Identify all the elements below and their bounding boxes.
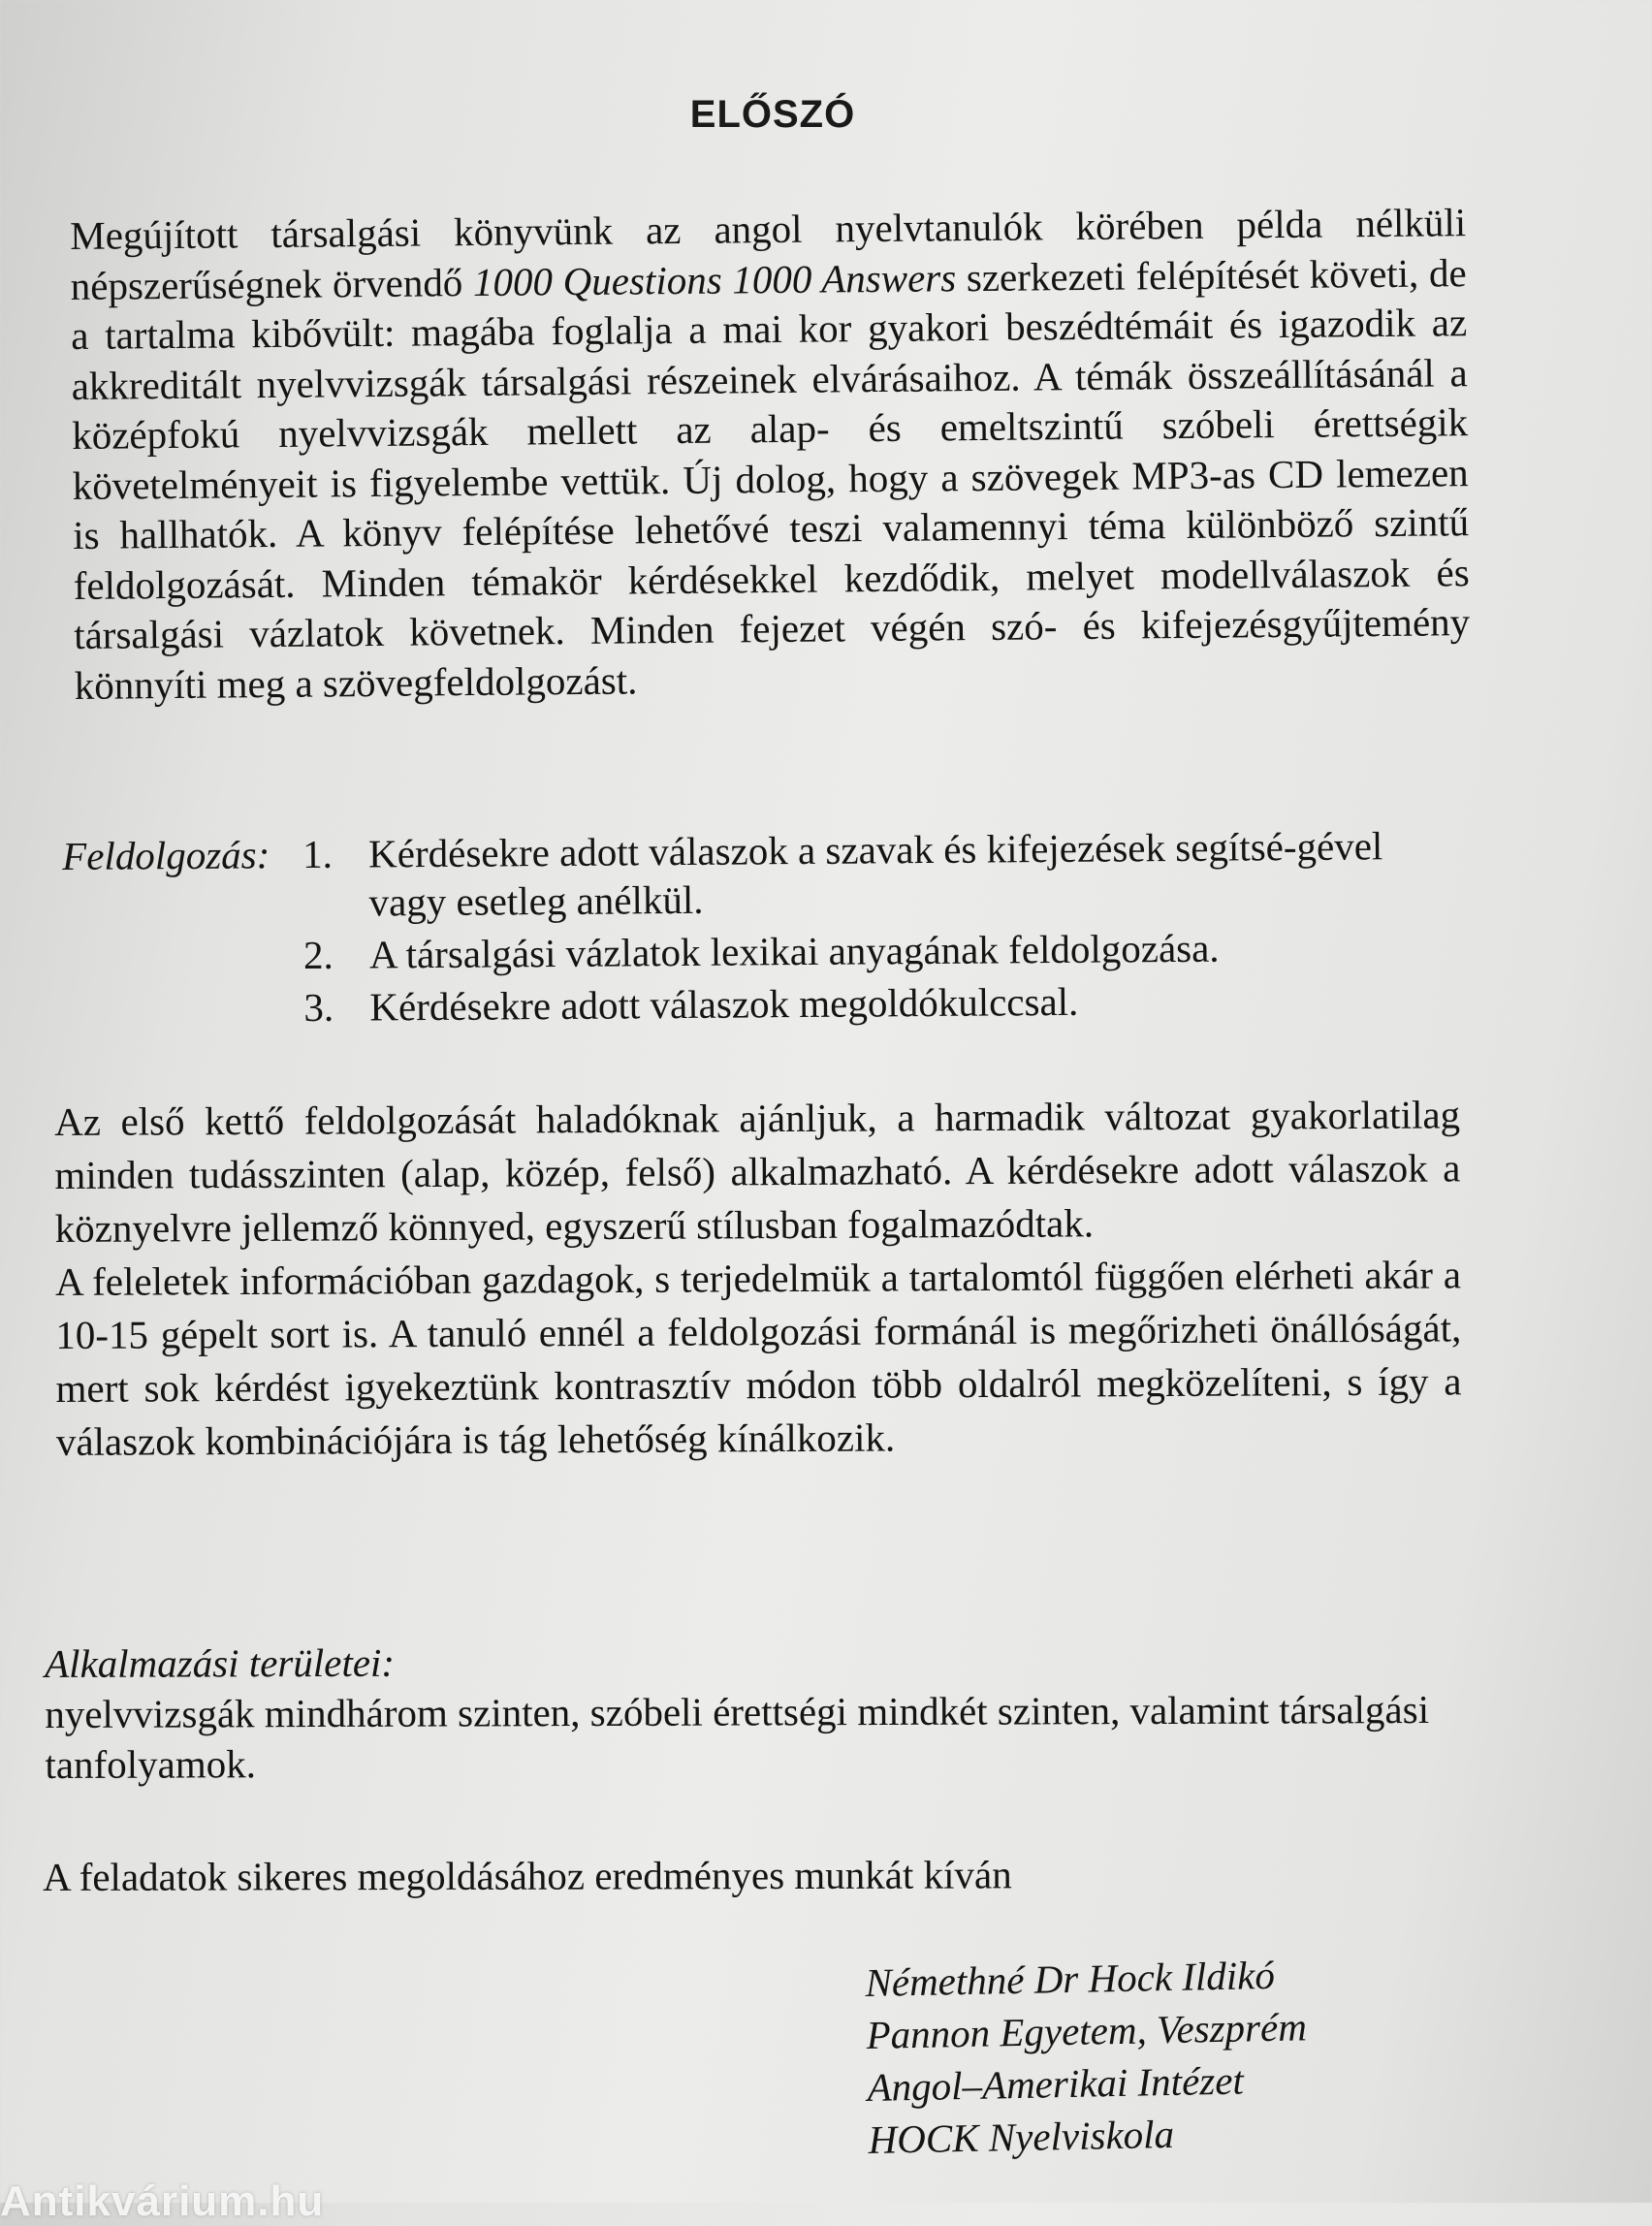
author-institute: Angol–Amerikai Intézet <box>867 2057 1245 2110</box>
processing-list <box>302 821 1468 1035</box>
processing-label: Feldolgozás: <box>62 832 270 878</box>
scope-label: Alkalmazási területei: <box>45 1639 396 1686</box>
list-item <box>303 922 1467 979</box>
intro-text-start: Megújított társalgási könyvünk az angol nyelvtanulók körében példa nélküli népszerűségnek örvendő <box>70 200 1467 308</box>
list-item-text: Kérdésekre adott válaszok a szavak és kifejezések segítsé-gével vagy esetleg anélkül. <box>368 823 1383 925</box>
author-name: Némethné Dr Hock Ildikó <box>865 1952 1276 2005</box>
processing-section <box>62 821 1477 1031</box>
list-item-number: 1. <box>302 831 334 877</box>
book-title-italic: 1000 Questions 1000 Answers <box>472 254 957 304</box>
list-item-number: 3. <box>303 984 334 1031</box>
watermark: Antikvárium.hu <box>0 2178 325 2225</box>
signature-block <box>865 1948 1309 2166</box>
list-item <box>303 974 1467 1032</box>
list-item-text: A társalgási vázlatok lexikai anyagának feldolgozása. <box>368 925 1220 977</box>
closing-wish: A feladatok sikeres megoldásához eredményes munkát kíván <box>43 1852 1012 1899</box>
body-paragraph-1: Az első kettő feldolgozását haladóknak ajánljuk, a harmadik változat gyakorlatilag minden tudásszinten (alap, közép, felső) alkalmazható. A kérdésekre adott válaszok a köznyelvre jellemző könnyed, egyszerű stílusban fogalmazódtak. <box>54 1092 1461 1251</box>
intro-text-end: szerkezeti felépítését követi, de a tartalma kibővült: magába foglalja a mai kor gyakori beszédtémáit és igazodik az akkreditált nyelvvizsgák társalgási részeinek elvárásaihoz. A témák összeállításánál a középfokú nyelvvizsgák mellett az alap- és emeltszintű szóbeli érettségik követelményeit is figyelembe vettük. Új dolog, hogy a szövegek MP3-as CD lemezen is hallhatók. A könyv felépítése lehetővé teszi valamennyi téma különböző szintű feldolgozását. Minden témakör kérdésekkel kezdődik, melyet modellválaszok és társalgási vázlatok követnek. Minden fejezet végén szó- és kifejezésgyűjtemény könnyíti meg a szövegfeldolgozást. <box>71 249 1471 708</box>
intro-paragraph <box>70 198 1471 711</box>
list-item-text: Kérdésekre adott válaszok megoldókulccsal. <box>369 978 1079 1030</box>
body-section <box>54 1088 1462 1469</box>
page-title: ELŐSZÓ <box>689 93 856 136</box>
scope-section <box>45 1634 1461 1790</box>
list-item-number: 2. <box>302 932 334 978</box>
author-university: Pannon Egyetem, Veszprém <box>866 2004 1308 2057</box>
list-item <box>302 821 1467 927</box>
body-paragraph-2: A feleletek információban gazdagok, s terjedelmük a tartalomtól függően elérheti akár a 10-15 gépelt sort is. A tanuló ennél a feldolgozási formánál is megőrizheti önállóságát, mert sok kérdést igyekeztünk kontrasztív módon több oldalról megközelíteni, s így a válaszok kombinációjára is tág lehetőség kínálkozik. <box>54 1252 1462 1464</box>
scope-text: nyelvvizsgák mindhárom szinten, szóbeli érettségi mindkét szinten, valamint társalgási tanfolyamok. <box>45 1687 1430 1787</box>
author-school: HOCK Nyelviskola <box>868 2111 1175 2162</box>
